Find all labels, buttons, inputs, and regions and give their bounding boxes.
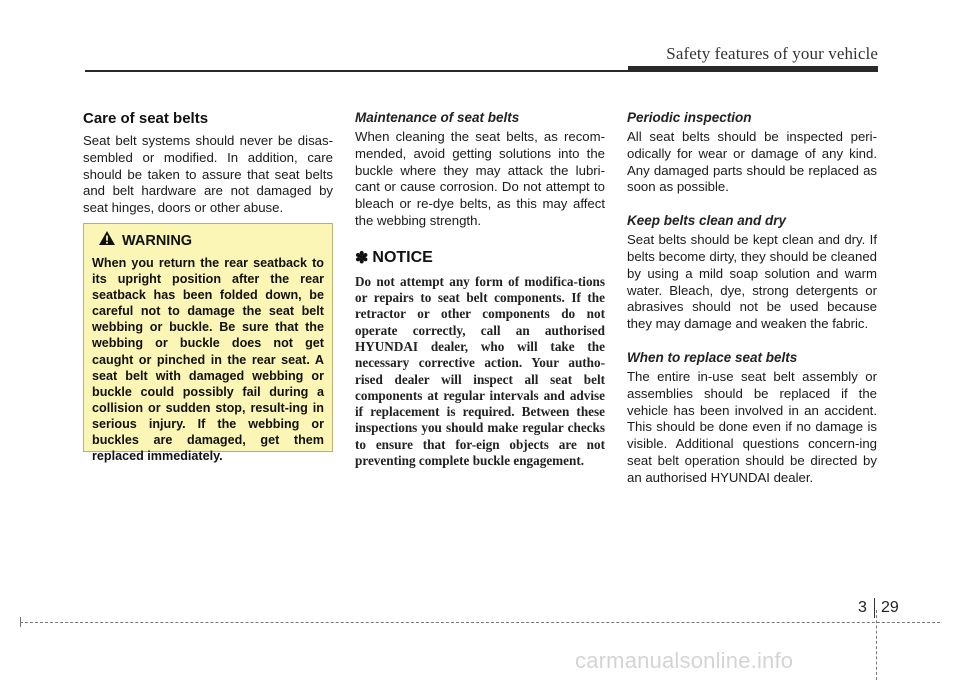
warning-title: WARNING (122, 232, 193, 249)
header-rule (85, 70, 635, 72)
heading-maintenance: Maintenance of seat belts (355, 110, 520, 125)
paragraph-periodic-inspection: All seat belts should be inspected peri-odically for wear or damage of any kind. Any damaged parts should be replaced as soon as possible. (627, 129, 877, 195)
notice-text: Do not attempt any form of modifica-tions or repairs to seat belt components. If the retractor or other components do not operate correctly, call an authorised HYUNDAI dealer, who will take the necessary corrective action. Your autho-rised dealer will inspect all seat belt components at regular intervals and advise if replacement is required. Between these inspections you should make regular checks to ensure that for-eign objects are not preventing complete buckle engagement. (355, 273, 605, 469)
heading-keep-clean: Keep belts clean and dry (627, 213, 787, 229)
warning-text: When you return the rear seatback to its upright position after the rear seatback has been folded down, be careful not to damage the seat belt webbing or buckle. Be sure that the webbing or buckle does not get caught or pinched in the rear seat. A seat belt with damaged webbing or buckle could possibly fail during a collision or sudden stop, result-ing in serious injury. If the webbing or buckles are damaged, get them replaced immediately. (92, 256, 324, 464)
column-middle (355, 110, 605, 469)
paragraph-keep-clean: Seat belts should be kept clean and dry. If belts become dirty, they should be cleaned by using a mild soap solution and warm water. Bleach, dye, strong detergents or abrasives should not be used because they may damage and weaken the fabric. (627, 232, 877, 332)
notice-asterisk-icon: ✽ (355, 249, 369, 267)
page-number: 29 (881, 599, 899, 616)
column-right (627, 110, 877, 499)
notice-header (355, 248, 605, 268)
warning-header (98, 230, 324, 251)
column-left (83, 110, 333, 229)
heading-when-to-replace: When to replace seat belts (627, 349, 798, 365)
section-title: Safety features of your vehicle (666, 44, 878, 63)
paragraph-maintenance: When cleaning the seat belts, as recom-mended, avoid getting solutions into the buckle where they may attack the lubri-cant or cause corrosion. Do not attempt to bleach or re-dye belts, as this may affect the webbing strength. (355, 129, 605, 228)
paragraph-care: Seat belt systems should never be disas-sembled or modified. In addition, care should be taken to assure that seat belts and belt hardware are not damaged by seat hinges, doors or other abuse. (83, 133, 333, 216)
heading-periodic-inspection: Periodic inspection (627, 110, 752, 125)
heading-care-of-seat-belts: Care of seat belts (83, 110, 209, 127)
footer-rule (20, 622, 940, 623)
paragraph-when-to-replace: The entire in-use seat belt assembly or assemblies should be replaced if the vehicle has been involved in an accident. This should be done even if no damage is visible. Additional questions concern-ing seat belt operation should be directed by an authorised HYUNDAI dealer. (627, 368, 877, 485)
chapter-number: 3 (858, 599, 867, 616)
header-rule-accent (628, 66, 878, 72)
page-number-divider (874, 598, 875, 618)
footer-tick (20, 617, 21, 627)
watermark: carmanualsonline.info (575, 648, 794, 673)
notice-title: NOTICE (372, 248, 433, 266)
warning-box (83, 223, 333, 464)
footer-crop-mark (876, 610, 878, 680)
warning-triangle-icon (98, 230, 116, 251)
